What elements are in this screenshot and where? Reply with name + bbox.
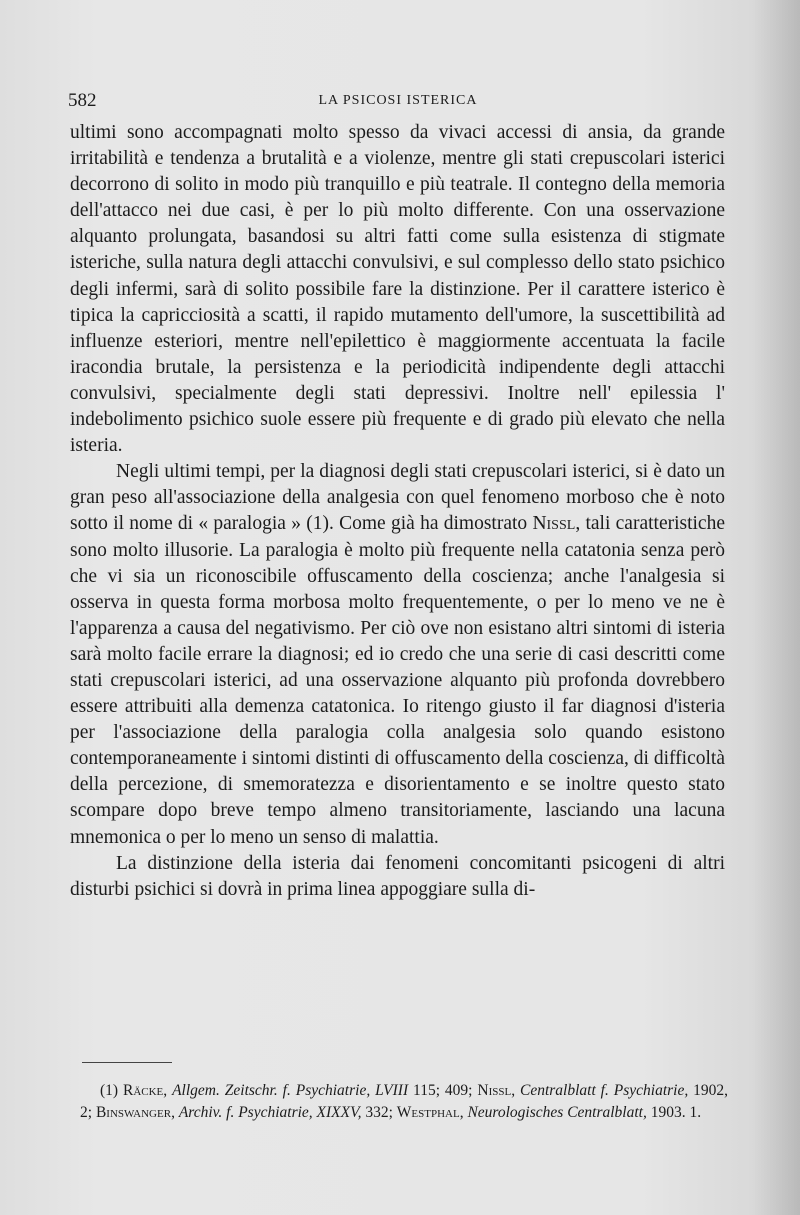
paragraph-2-part-a: Negli ultimi tempi, per la diagnosi degli stati crepuscolari isterici, si è dato un gran peso all'associazione della analgesia con quel fenomeno morboso che è noto sotto il nome di « paralogia » (1). Come già ha dimostrato: [70, 461, 725, 535]
footnote-sep-4: 1902, 2;: [80, 1082, 729, 1121]
footnote-source-neuro: Neurologisches Centralblatt,: [467, 1104, 647, 1121]
running-title: LA PSICOSI ISTERICA: [318, 93, 478, 108]
footnote-source-archiv: Archiv. f. Psychiatrie, XIXXV,: [178, 1104, 362, 1121]
footnote-marker: (1): [100, 1082, 123, 1099]
paragraph-2: [70, 459, 725, 850]
page-header: [68, 90, 728, 114]
footnote-sep-5: ,: [171, 1104, 179, 1121]
body-text: [70, 120, 725, 903]
footnote-source-centralblatt: Centralblatt f. Psychiatrie,: [519, 1082, 689, 1099]
footnote-1: [80, 1080, 728, 1124]
footnote-sep-3: ,: [511, 1082, 520, 1099]
footnote-sep-8: 1903. 1.: [646, 1104, 702, 1121]
footnote-sep-7: ,: [459, 1104, 468, 1121]
footnote-author-nissl: Nissl: [477, 1082, 512, 1099]
footnotes: [80, 1080, 728, 1124]
author-name-nissl: Nissl: [532, 513, 576, 535]
footnote-sep-1: ,: [163, 1082, 173, 1099]
footnote-sep-2: 115; 409;: [408, 1082, 478, 1099]
footnote-sep-6: 332;: [361, 1104, 397, 1121]
footnote-divider: [82, 1062, 172, 1063]
footnote-source-allgem: Allgem. Zeitschr. f. Psychiatrie, LVIII: [172, 1082, 409, 1099]
footnote-author-binswanger: Binswanger: [95, 1104, 172, 1121]
footnote-author-racke: Räcke: [122, 1082, 164, 1099]
page-number: 582: [68, 90, 97, 111]
paragraph-2-part-b: , tali caratteristiche sono molto illusorie. La paralogia è molto più frequente nella catatonia senza però che vi sia un riconoscibile offuscamento della coscienza; anche l'analgesia si osserva in questa forma morbosa molto frequentemente, o per lo meno ve ne è l'apparenza a causa del negativismo. Per ciò ove non esistano altri sintomi di isteria sarà molto facile errare la diagnosi; ed io credo che una serie di casi descritti come stati crepuscolari isterici, ad una osservazione alquanto più profonda dovrebbero essere attribuiti alla demenza catatonica. Io ritengo giusto il far diagnosi d'isteria per l'associazione della paralogia colla analgesia solo quando esistono contemporaneamente i sintomi distinti di offuscamento della coscienza, di difficoltà della percezione, di smemoratezza e disorientamento e se inoltre questo stato scompare dopo breve tempo almeno transitoriamente, lasciando una lacuna mnemonica o per lo meno un senso di malattia.: [70, 513, 725, 848]
paragraph-1: ultimi sono accompagnati molto spesso da vivaci accessi di ansia, da grande irritabilità e tendenza a brutalità e a violenze, mentre gli stati crepuscolari isterici decorrono di solito in modo più tranquillo e più teatrale. Il contegno della memoria dell'attacco nei due casi, è per lo più molto differente. Con una osservazione alquanto prolungata, basandosi su altri fatti come sulla esistenza di stigmate isteriche, sulla natura degli attacchi convulsivi, e sul complesso dello stato psichico degli infermi, sarà di solito possibile fare la distinzione. Per il carattere isterico è tipica la capricciosità a scatti, il rapido mutamento dell'umore, la suscettibilità ad influenze esteriori, mentre nell'epilettico è maggiormente accentuata la facile iracondia brutale, la persistenza e la periodicità indipendente degli attacchi convulsivi, specialmente degli stati depressivi. Inoltre nell' epilessia l' indebolimento psichico suole essere più frequente e di grado più elevato che nella isteria.: [70, 122, 725, 457]
paragraph-3: La distinzione della isteria dai fenomeni concomitanti psicogeni di altri disturbi psichici si dovrà in prima linea appoggiare sulla di-: [70, 852, 725, 900]
footnote-author-westphal: Westphal: [396, 1104, 460, 1121]
